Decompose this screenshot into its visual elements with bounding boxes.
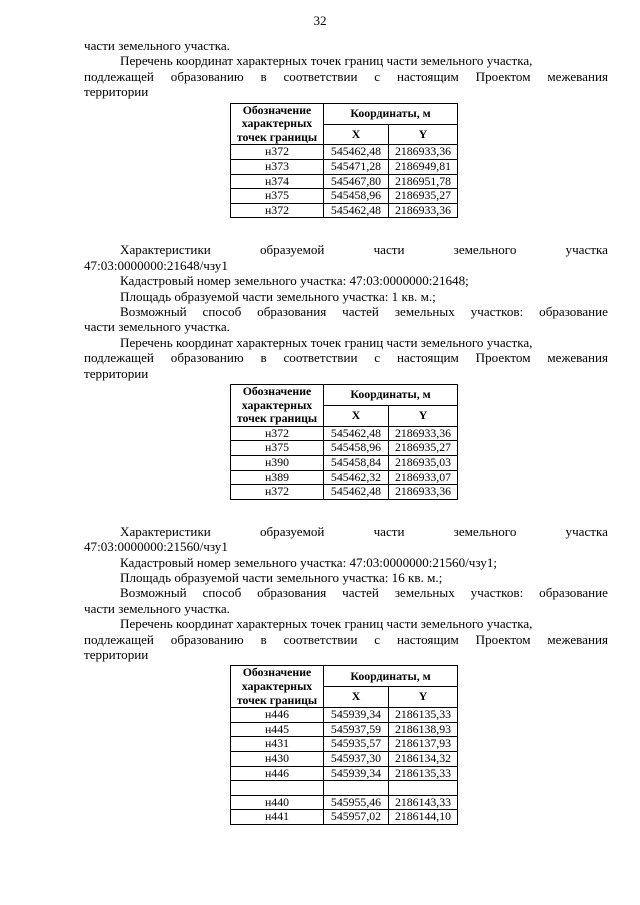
table-row: [231, 189, 458, 204]
table-row: [231, 160, 458, 175]
table-row: [231, 752, 458, 767]
x-cell: 545462,48: [324, 426, 389, 441]
point-cell: н446: [231, 766, 324, 781]
x-cell: 545939,34: [324, 708, 389, 723]
list-title-line-3: территории: [84, 84, 149, 100]
header-coordinates: Координаты, м: [324, 666, 458, 687]
x-cell: [324, 781, 389, 796]
point-cell: н431: [231, 737, 324, 752]
x-cell: 545471,28: [324, 160, 389, 175]
section2-characteristics: Характеристики образуемой части земельного участка: [120, 242, 608, 258]
table-row: [231, 145, 458, 160]
y-cell: 2186933,36: [389, 426, 458, 441]
header-coordinates: Координаты, м: [324, 103, 458, 124]
point-cell: н446: [231, 708, 324, 723]
list-title-line-3: территории: [84, 647, 149, 663]
header-y: Y: [389, 405, 458, 426]
table-row: [231, 174, 458, 189]
table-row: [231, 485, 458, 500]
section3-part-id: 47:03:0000000:21560/чзу1: [84, 539, 228, 555]
point-cell: н430: [231, 752, 324, 767]
list-title-line-2: подлежащей образованию в соответствии с настоящим Проектом межевания: [84, 631, 608, 647]
section3-characteristics: Характеристики образуемой части земельного участка: [120, 523, 608, 539]
header-y: Y: [389, 687, 458, 708]
point-cell: н440: [231, 795, 324, 810]
list-title-line-2: подлежащей образованию в соответствии с настоящим Проектом межевания: [84, 68, 608, 84]
section3-cadastral-number: Кадастровый номер земельного участка: 47:03:0000000:21560/чзу1;: [120, 554, 498, 570]
point-cell: н375: [231, 189, 324, 204]
point-cell: н445: [231, 722, 324, 737]
x-cell: 545462,32: [324, 470, 389, 485]
x-cell: 545458,96: [324, 189, 389, 204]
y-cell: 2186949,81: [389, 160, 458, 175]
y-cell: 2186137,93: [389, 737, 458, 752]
table-row: [231, 426, 458, 441]
y-cell: 2186951,78: [389, 174, 458, 189]
section3-method-line-2: части земельного участка.: [84, 600, 230, 616]
table-row: [231, 722, 458, 737]
section3-area: Площадь образуемой части земельного участка: 16 кв. м.;: [120, 570, 443, 585]
x-cell: 545935,57: [324, 737, 389, 752]
y-cell: 2186935,03: [389, 456, 458, 471]
point-cell: н372: [231, 145, 324, 160]
table-row: [231, 470, 458, 485]
y-cell: 2186135,33: [389, 766, 458, 781]
y-cell: 2186135,33: [389, 708, 458, 723]
x-cell: 545458,84: [324, 456, 389, 471]
point-cell: н375: [231, 441, 324, 456]
y-cell: [389, 781, 458, 796]
list-title-line-3: территории: [84, 365, 149, 381]
point-cell: н374: [231, 174, 324, 189]
header-y: Y: [389, 124, 458, 145]
document-body: [84, 38, 608, 825]
table-row: [231, 441, 458, 456]
list-title-line-1: Перечень координат характерных точек границ части земельного участка,: [120, 334, 533, 350]
header-point: Обозначение характерных точек границы: [231, 666, 324, 708]
x-cell: 545937,30: [324, 752, 389, 767]
x-cell: 545939,34: [324, 766, 389, 781]
table-row-empty: [231, 781, 458, 796]
header-x: X: [324, 687, 389, 708]
table-row: [231, 737, 458, 752]
section2-cadastral-number: Кадастровый номер земельного участка: 47:03:0000000:21648;: [120, 273, 469, 289]
x-cell: 545458,96: [324, 441, 389, 456]
x-cell: 545467,80: [324, 174, 389, 189]
section2-area: Площадь образуемой части земельного участка: 1 кв. м.;: [120, 288, 436, 304]
list-title-line-1: Перечень координат характерных точек границ части земельного участка,: [120, 53, 533, 69]
y-cell: 2186935,27: [389, 441, 458, 456]
x-cell: 545462,48: [324, 145, 389, 160]
table-row: [231, 766, 458, 781]
header-point: Обозначение характерных точек границы: [231, 103, 324, 145]
y-cell: 2186935,27: [389, 189, 458, 204]
y-cell: 2186138,93: [389, 722, 458, 737]
coordinates-table-1: [230, 103, 458, 219]
point-cell: н372: [231, 485, 324, 500]
y-cell: 2186933,36: [389, 145, 458, 160]
section2-method-line-1: Возможный способ образования частей земельных участков: образование: [120, 304, 608, 319]
header-point: Обозначение характерных точек границы: [231, 385, 324, 427]
intro-fragment: части земельного участка.: [84, 38, 230, 53]
y-cell: 2186933,36: [389, 485, 458, 500]
table-row: [231, 708, 458, 723]
table-row: [231, 456, 458, 471]
list-title-line-2: подлежащей образованию в соответствии с настоящим Проектом межевания: [84, 350, 608, 366]
section2-part-id: 47:03:0000000:21648/чзу1: [84, 257, 228, 273]
point-cell: н389: [231, 470, 324, 485]
section2-method-line-2: части земельного участка.: [84, 319, 230, 335]
header-coordinates: Координаты, м: [324, 385, 458, 406]
y-cell: 2186144,10: [389, 810, 458, 825]
x-cell: 545955,46: [324, 795, 389, 810]
x-cell: 545937,59: [324, 722, 389, 737]
point-cell: н390: [231, 456, 324, 471]
coordinates-table-2: [230, 384, 458, 500]
header-x: X: [324, 405, 389, 426]
point-cell: н372: [231, 426, 324, 441]
header-x: X: [324, 124, 389, 145]
y-cell: 2186143,33: [389, 795, 458, 810]
list-title-line-1: Перечень координат характерных точек границ части земельного участка,: [120, 616, 533, 632]
table-row: [231, 810, 458, 825]
x-cell: 545957,02: [324, 810, 389, 825]
x-cell: 545462,48: [324, 485, 389, 500]
page-number: 32: [313, 13, 327, 28]
coordinates-table-3: [230, 665, 458, 825]
table-row: [231, 795, 458, 810]
section3-method-line-1: Возможный способ образования частей земельных участков: образование: [120, 585, 608, 601]
point-cell: н372: [231, 203, 324, 218]
y-cell: 2186933,07: [389, 470, 458, 485]
y-cell: 2186134,32: [389, 752, 458, 767]
table-row: [231, 203, 458, 218]
point-cell: [231, 781, 324, 796]
x-cell: 545462,48: [324, 203, 389, 218]
y-cell: 2186933,36: [389, 203, 458, 218]
point-cell: н441: [231, 810, 324, 825]
point-cell: н373: [231, 160, 324, 175]
